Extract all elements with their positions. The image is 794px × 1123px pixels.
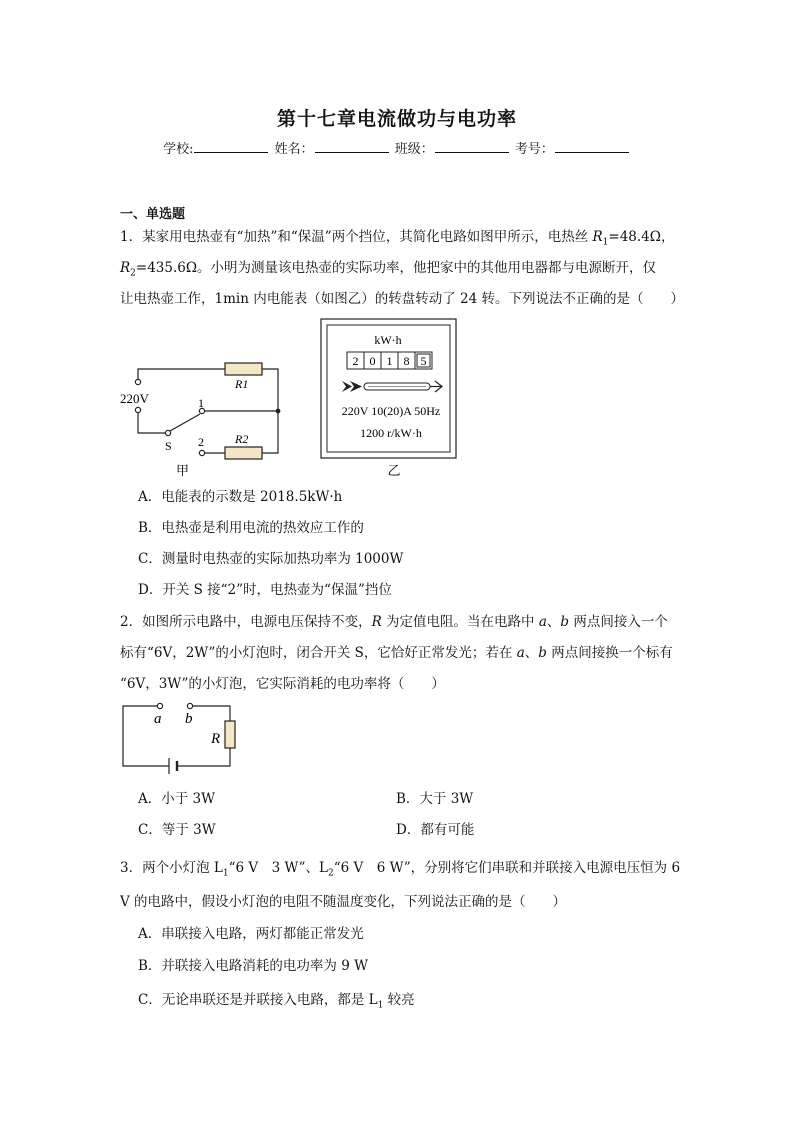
q3-option-a[interactable]: A．串联接入电路，两灯都能正常发光	[138, 926, 364, 942]
q3-line-1	[120, 859, 680, 883]
q1-text-1b: =48.4Ω，	[608, 229, 675, 245]
q3-l1-sub: 1	[222, 868, 229, 879]
q1-option-c[interactable]: C．测量时电热壶的实际加热功率为 1000W	[138, 551, 404, 567]
q3-l2-sub: 2	[328, 868, 334, 879]
meter-caption: 乙	[387, 463, 401, 478]
q2-b-2: b	[538, 645, 547, 661]
q1-pos1-label: 1	[198, 396, 204, 410]
q1-option-b[interactable]: B．电热壶是利用电流的热效应工作的	[138, 520, 364, 536]
q1-circuit-caption: 甲	[176, 463, 190, 478]
q2-r: R	[371, 614, 382, 630]
school-blank[interactable]	[194, 140, 268, 153]
meter-digit-3: 1	[386, 354, 393, 368]
q1-r1: R	[592, 229, 603, 245]
meter-spec-2: 1200 r/kW·h	[360, 426, 422, 440]
q1-switch-label: S	[165, 439, 172, 453]
q1-circuit-diagram	[118, 355, 288, 480]
name-label: 姓名：	[274, 142, 314, 157]
class-label: 班级：	[394, 142, 434, 157]
q1-text-2: =435.6Ω。小明为测量该电热壶的实际功率，他把家中的其他用电器都与电源断开，仅	[135, 260, 657, 276]
q2-text-1a: 2．如图所示电路中，电源电压保持不变，	[120, 614, 372, 630]
q2-text-1c: 两点间接入一个	[569, 614, 668, 630]
q2-point-a: a	[154, 711, 162, 727]
q2-option-a[interactable]: A．小于 3W	[138, 791, 216, 807]
name-blank[interactable]	[315, 140, 389, 153]
meter-digit-1: 2	[352, 354, 359, 368]
q2-option-d[interactable]: D．都有可能	[396, 822, 475, 838]
q3-option-c-sub: 1	[377, 1000, 384, 1011]
q3-text-1a: 3．两个小灯泡 L	[120, 860, 223, 876]
q1-line-3: 让电热壶工作，1min 内电能表（如图乙）的转盘转动了 24 转。下列说法不正确的是（ ）	[120, 291, 684, 307]
meter-digit-2: 0	[369, 354, 376, 368]
q1-r1-sub: 1	[602, 237, 609, 248]
q2-circuit-diagram	[118, 700, 243, 775]
q3-option-c-text: C．无论串联还是并联接入电路，都是 L	[138, 992, 378, 1008]
q2-resistor-label: R	[211, 731, 221, 747]
q3-text-1b: “6 V 3 W”、L	[228, 860, 328, 876]
meter-digit-5: 5	[420, 354, 427, 368]
q2-text-2a: 标有“6V，2W”的小灯泡时，闭合开关 S，它恰好正常发光；若在	[120, 645, 517, 661]
q2-a: a	[538, 614, 547, 630]
meter-digit-4: 8	[403, 354, 410, 368]
q2-line-1	[120, 613, 668, 631]
q3-line-2: V 的电路中，假设小灯泡的电阻不随温度变化，下列说法正确的是（ ）	[120, 894, 567, 910]
q1-option-d[interactable]: D．开关 S 接“2”时，电热壶为“保温”挡位	[138, 582, 392, 598]
q3-option-c-text-end: 较亮	[383, 992, 415, 1008]
q1-r2-sub: 2	[130, 268, 136, 279]
q1-option-a[interactable]: A．电能表的示数是 2018.5kW·h	[138, 489, 343, 505]
q2-text-2b: 两点间接换一个标有	[546, 645, 673, 661]
q2-text-1b: 为定值电阻。当在电路中	[381, 614, 539, 630]
q2-line-2	[120, 644, 673, 662]
q2-b: b	[560, 614, 570, 630]
section-heading: 一、单选题	[120, 207, 186, 222]
q1-line-1	[120, 228, 674, 252]
meter-unit: kW·h	[374, 333, 402, 347]
number-label: 考号：	[514, 142, 554, 157]
q1-r2-label: R2	[235, 432, 249, 446]
school-label: 学校:	[163, 142, 194, 157]
q1-voltage-label: 220V	[120, 391, 149, 406]
number-blank[interactable]	[555, 140, 629, 153]
q1-energy-meter	[318, 317, 460, 479]
q2-option-b[interactable]: B．大于 3W	[396, 791, 474, 807]
meter-spec-1: 220V 10(20)A 50Hz	[341, 404, 441, 418]
q2-comma-1: 、	[546, 614, 561, 630]
q2-point-b: b	[185, 711, 193, 727]
q2-a-2: a	[516, 645, 525, 661]
q2-option-c[interactable]: C．等于 3W	[138, 822, 216, 838]
q1-r2: R	[120, 260, 131, 276]
q2-comma-2: 、	[524, 645, 539, 661]
q1-text-1: 1．某家用电热壶有“加热”和“保温”两个挡位，其简化电路如图甲所示，电热丝	[120, 229, 593, 245]
q3-text-1c: “6 V 6 W”，分别将它们串联和并联接入电源电压恒为 6	[333, 860, 681, 876]
q1-pos2-label: 2	[198, 435, 204, 449]
q3-option-c[interactable]	[138, 991, 415, 1015]
student-info-line	[0, 138, 794, 157]
q2-line-3: “6V，3W”的小灯泡，它实际消耗的电功率将（ ）	[120, 676, 445, 692]
q1-r1-label: R1	[235, 377, 249, 391]
class-blank[interactable]	[435, 140, 509, 153]
q1-line-2	[120, 259, 656, 283]
q3-option-b[interactable]: B．并联接入电路消耗的电功率为 9 W	[138, 958, 368, 974]
page-title: 第十七章电流做功与电功率	[276, 108, 517, 130]
